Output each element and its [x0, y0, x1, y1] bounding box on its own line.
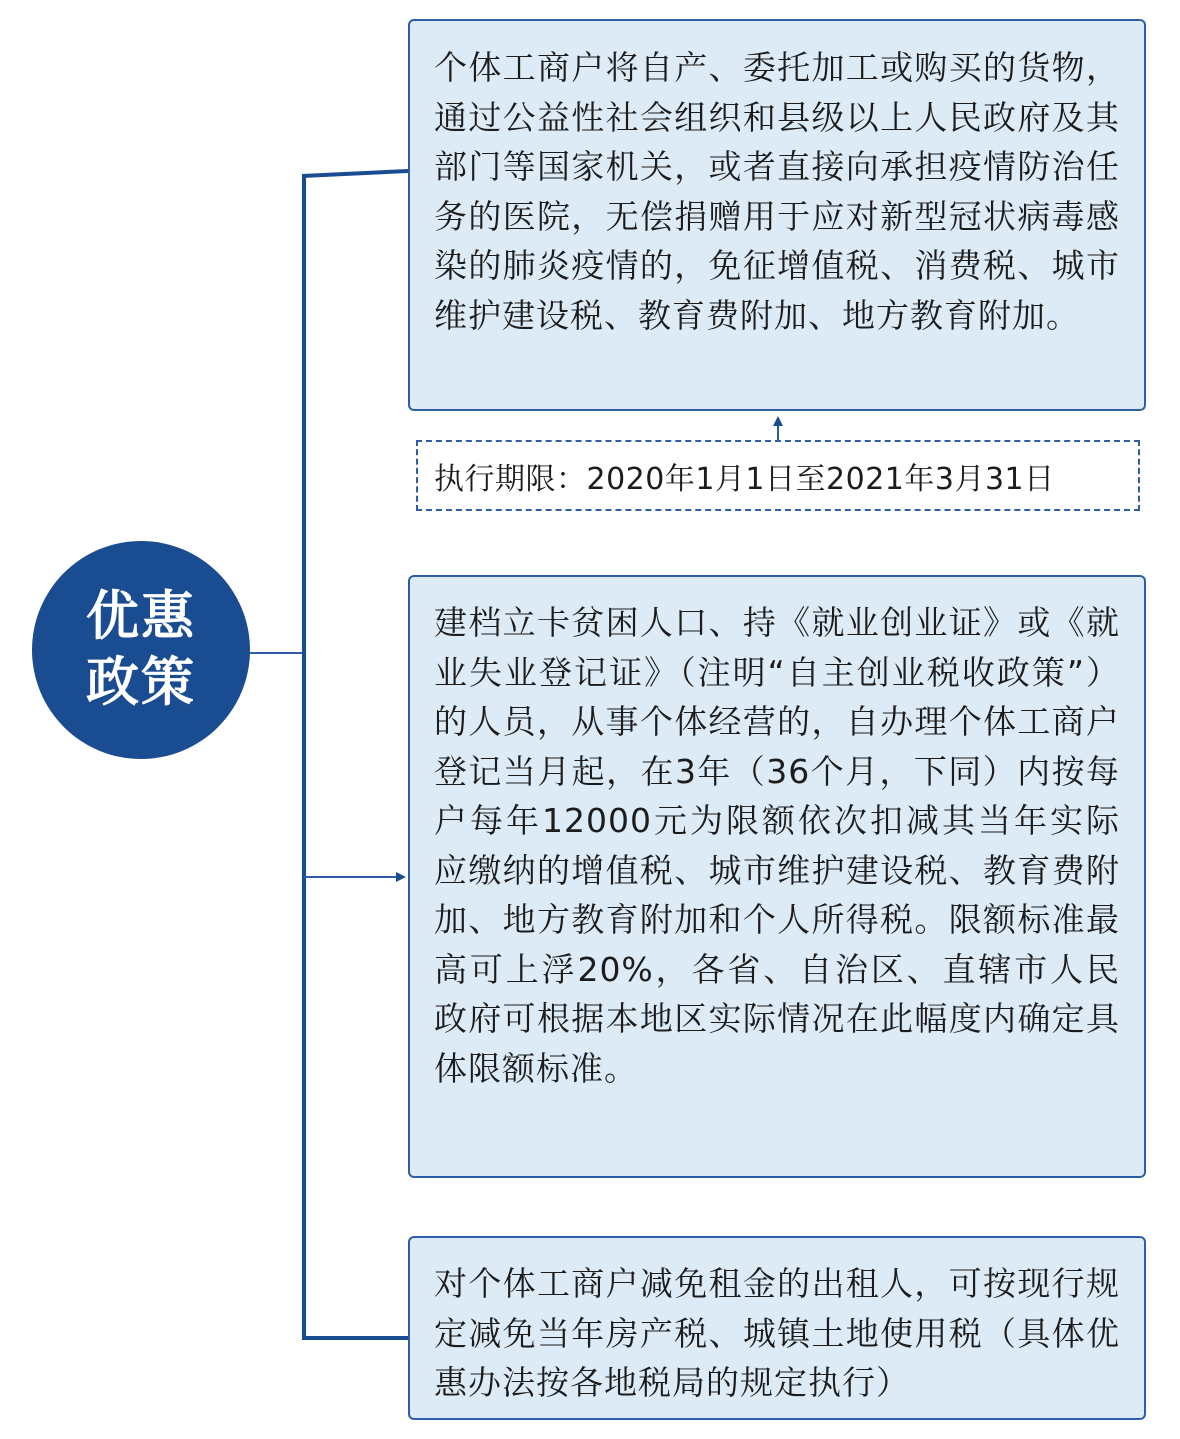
branch-to-policy-1: [302, 171, 408, 176]
root-node: [32, 541, 250, 759]
execution-period-text: 执行期限：2020年1月1日至2021年3月31日: [434, 461, 1055, 497]
execution-period-box: [416, 440, 1140, 511]
policy-text-3: 对个体工商户减免租金的出租人，可按现行规定减免当年房产税、城镇土地使用税（具体优惠办法按各地税局的规定执行）: [434, 1264, 1120, 1402]
policy-text-1: 个体工商户将自产、委托加工或购买的货物，通过公益性社会组织和县级以上人民政府及其部门等国家机关，或者直接向承担疫情防治任务的医院，无偿捐赠用于应对新型冠状病毒感染的肺炎疫情的，免征增值税、消费税、城市维护建设税、教育费附加、地方教育附加。: [434, 48, 1120, 335]
root-label: 优惠政策: [86, 586, 196, 713]
policy-text-2: 建档立卡贫困人口、持《就业创业证》或《就业失业登记证》（注明“自主创业税收政策”）的人员，从事个体经营的，自办理个体工商户登记当月起，在3年（36个月，下同）内按每户每年12000元为限额依次扣减其当年实际应缴纳的增值税、城市维护建设税、教育费附加、地方教育附加和个人所得税。限额标准最高可上浮20%，各省、自治区、直辖市人民政府可根据本地区实际情况在此幅度内确定具体限额标准。: [434, 603, 1120, 1088]
policy-box-1: [408, 19, 1146, 411]
policy-box-2: [408, 575, 1146, 1178]
policy-box-3: [408, 1236, 1146, 1420]
